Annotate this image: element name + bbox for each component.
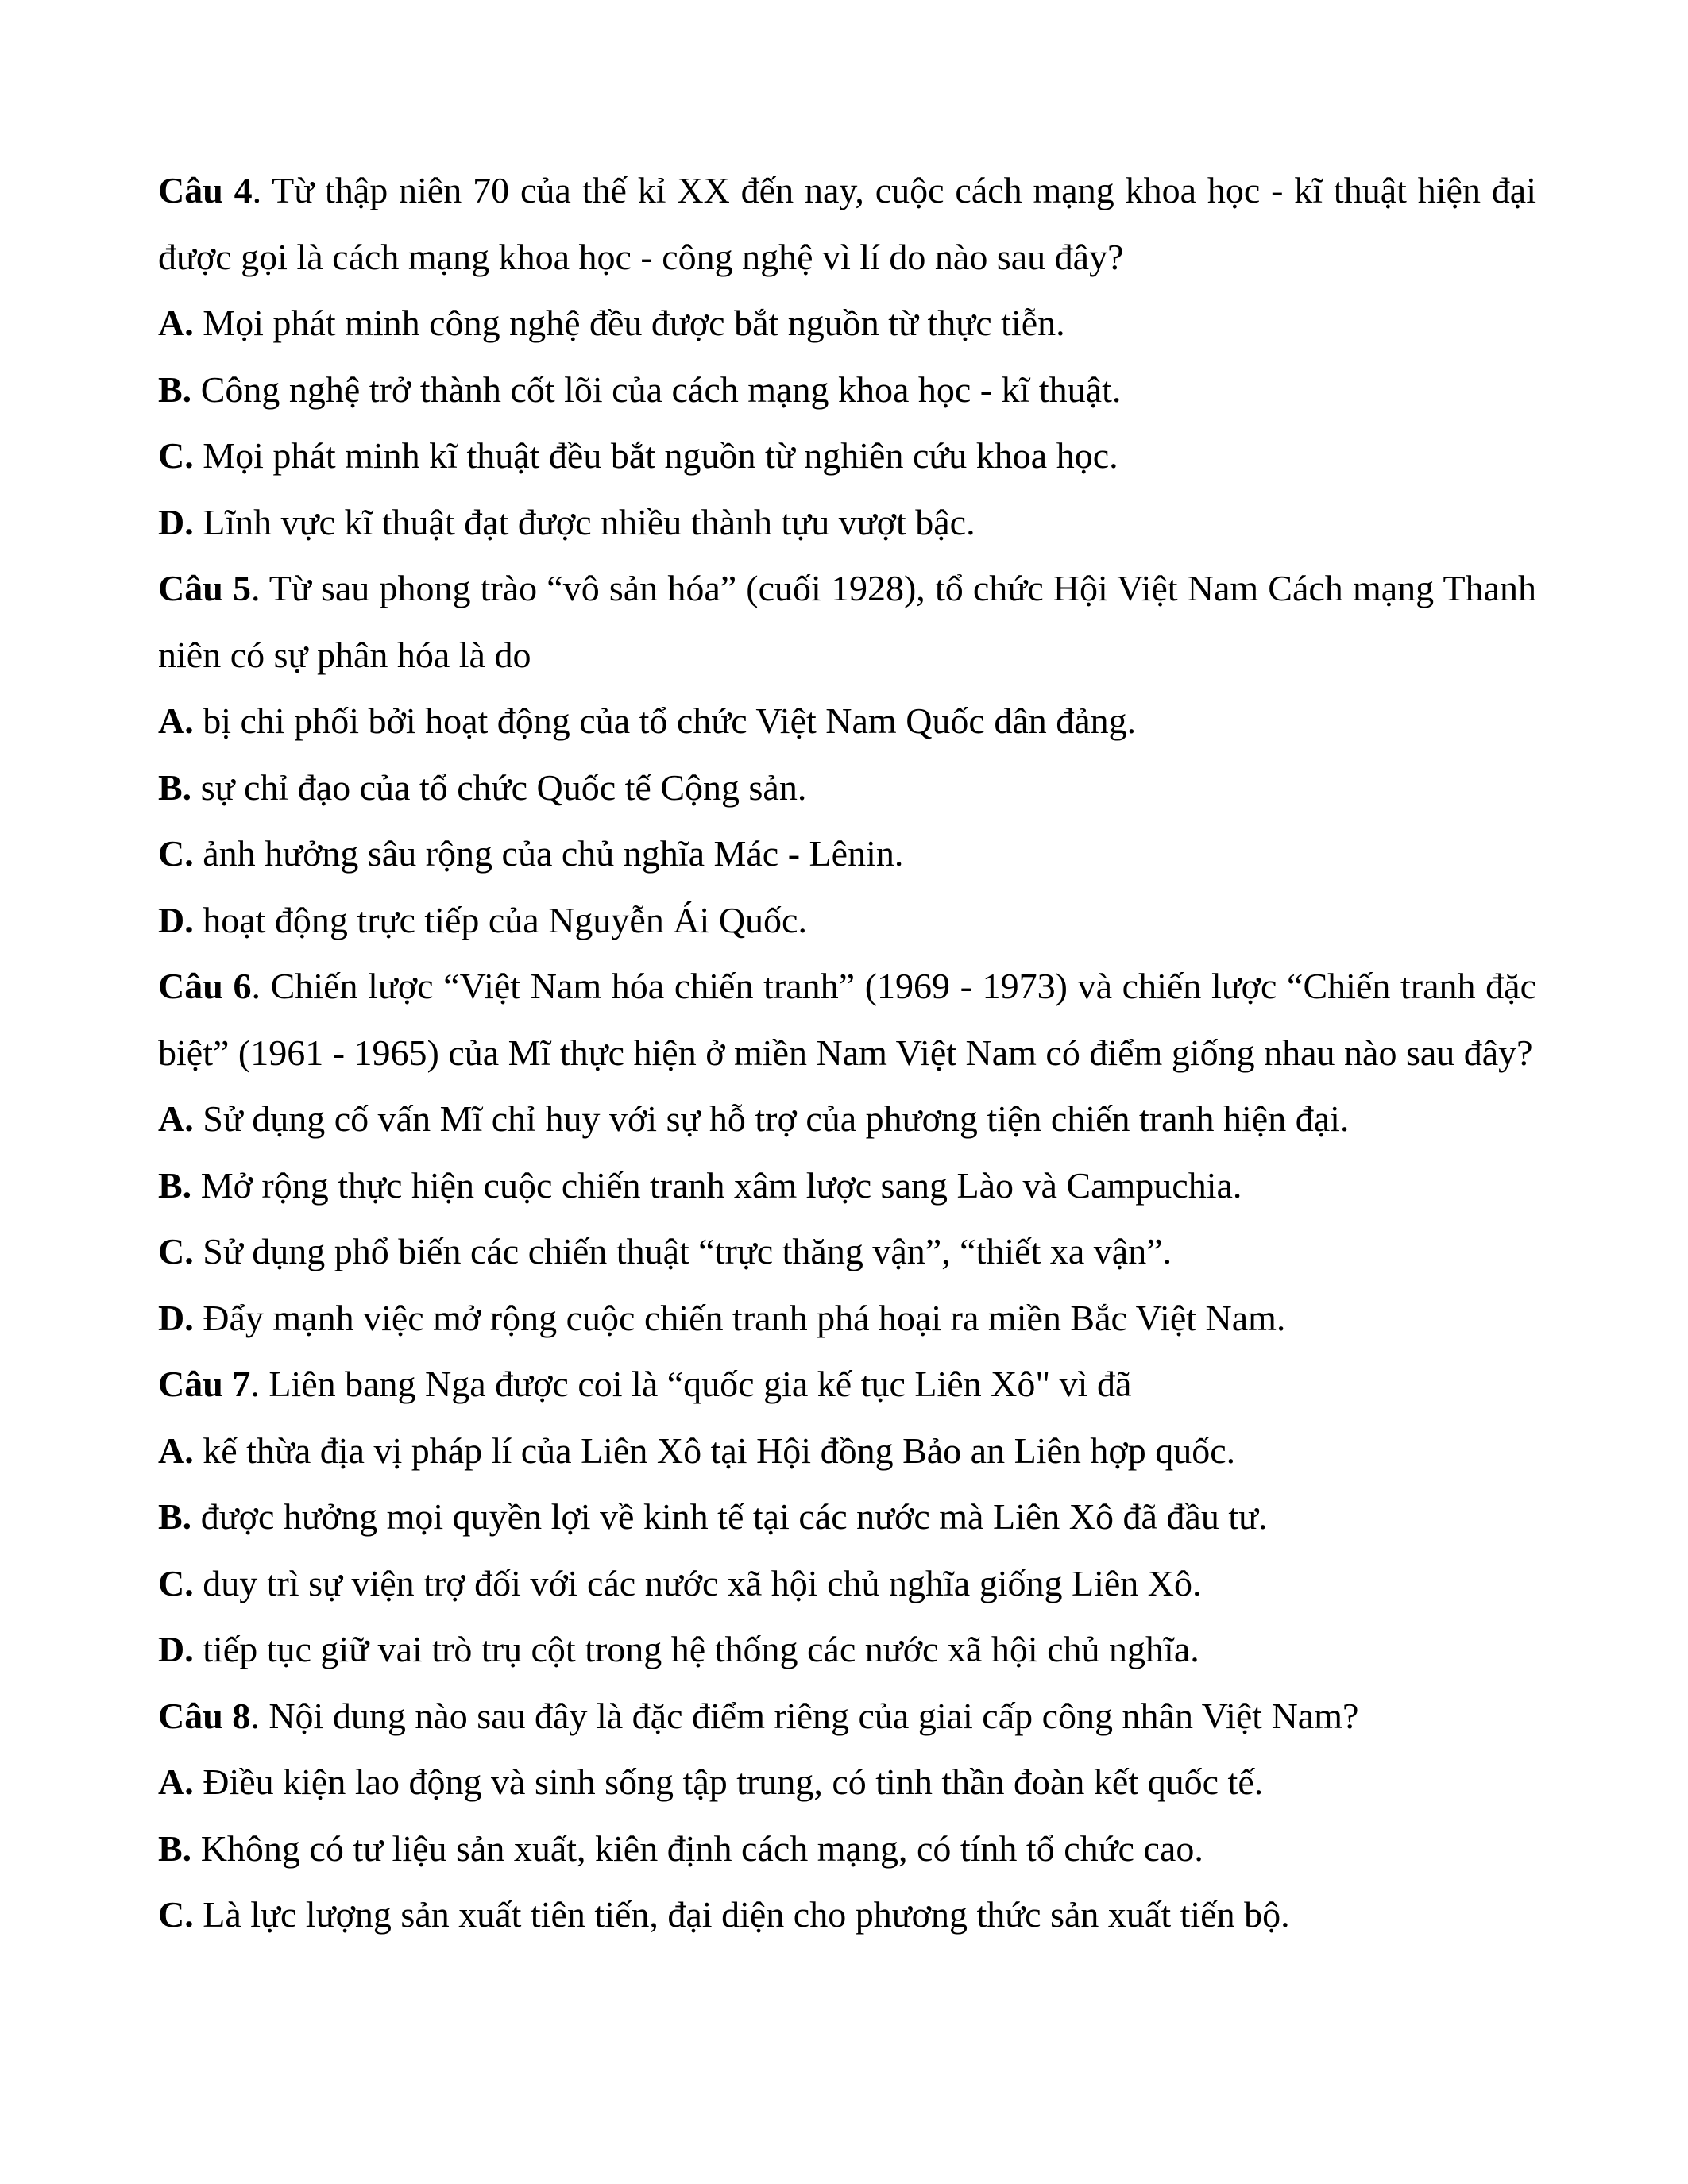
option-letter: B. — [158, 369, 192, 410]
answer-option — [158, 1484, 1536, 1550]
option-text: Điều kiện lao động và sinh sống tập trung, có tinh thần đoàn kết quốc tế. — [193, 1761, 1264, 1802]
option-letter: C. — [158, 1231, 194, 1271]
question-block — [158, 555, 1536, 953]
option-text: tiếp tục giữ vai trò trụ cột trong hệ thống các nước xã hội chủ nghĩa. — [193, 1629, 1199, 1669]
question-block — [158, 1683, 1536, 1948]
option-letter: C. — [158, 435, 194, 476]
option-text: Công nghệ trở thành cốt lõi của cách mạng khoa học - kĩ thuật. — [191, 369, 1122, 410]
answer-option — [158, 357, 1536, 423]
question-stem — [158, 1351, 1536, 1418]
option-letter: A. — [158, 1430, 194, 1471]
answer-option — [158, 1616, 1536, 1683]
question-text: . Từ thập niên 70 của thế kỉ XX đến nay, cuộc cách mạng khoa học - kĩ thuật hiện đại được gọi là cách mạng khoa học - công nghệ vì lí do nào sau đây? — [158, 170, 1536, 277]
option-text: hoạt động trực tiếp của Nguyễn Ái Quốc. — [193, 899, 807, 940]
answer-option — [158, 887, 1536, 954]
answer-option — [158, 1749, 1536, 1815]
option-letter: A. — [158, 1098, 194, 1139]
question-block — [158, 1351, 1536, 1683]
answer-option — [158, 1881, 1536, 1948]
answer-option — [158, 1815, 1536, 1882]
answer-option — [158, 754, 1536, 821]
option-letter: D. — [158, 1297, 194, 1338]
option-letter: D. — [158, 1629, 194, 1669]
answer-option — [158, 1418, 1536, 1484]
option-text: bị chi phối bởi hoạt động của tổ chức Việt Nam Quốc dân đảng. — [193, 700, 1137, 741]
answer-option — [158, 423, 1536, 489]
question-text: . Liên bang Nga được coi là “quốc gia kế tục Liên Xô" vì đã — [250, 1364, 1132, 1404]
option-text: Lĩnh vực kĩ thuật đạt được nhiều thành tựu vượt bậc. — [193, 501, 975, 542]
option-text: duy trì sự viện trợ đối với các nước xã hội chủ nghĩa giống Liên Xô. — [193, 1562, 1202, 1603]
question-label: Câu 5 — [158, 568, 251, 608]
option-letter: B. — [158, 1164, 192, 1206]
option-letter: B. — [158, 1827, 192, 1869]
answer-option — [158, 1285, 1536, 1352]
option-letter: A. — [158, 1761, 194, 1802]
option-text: sự chỉ đạo của tổ chức Quốc tế Cộng sản. — [191, 766, 807, 808]
option-letter: C. — [158, 1894, 194, 1935]
option-letter: B. — [158, 1496, 192, 1537]
option-text: Mở rộng thực hiện cuộc chiến tranh xâm lược sang Lào và Campuchia. — [191, 1164, 1242, 1206]
question-label: Câu 8 — [158, 1695, 251, 1736]
option-text: Không có tư liệu sản xuất, kiên định cách mạng, có tính tổ chức cao. — [191, 1827, 1203, 1869]
answer-option — [158, 1152, 1536, 1219]
answer-option — [158, 1550, 1536, 1617]
option-letter: B. — [158, 766, 192, 808]
option-letter: C. — [158, 833, 194, 874]
question-label: Câu 7 — [158, 1364, 251, 1404]
answer-option — [158, 820, 1536, 887]
option-letter: D. — [158, 899, 194, 940]
question-text: . Chiến lược “Việt Nam hóa chiến tranh” (1969 - 1973) và chiến lược “Chiến tranh đặc biệt” (1961 - 1965) của Mĩ thực hiện ở miền Nam Việt Nam có điểm giống nhau nào sau đây? — [158, 966, 1536, 1073]
option-text: Là lực lượng sản xuất tiên tiến, đại diện cho phương thức sản xuất tiến bộ. — [193, 1894, 1290, 1935]
question-stem — [158, 555, 1536, 688]
answer-option — [158, 688, 1536, 754]
question-text: . Từ sau phong trào “vô sản hóa” (cuối 1928), tổ chức Hội Việt Nam Cách mạng Thanh niên có sự phân hóa là do — [158, 568, 1536, 675]
question-stem — [158, 1683, 1536, 1750]
answer-option — [158, 489, 1536, 556]
option-letter: C. — [158, 1562, 194, 1603]
question-stem — [158, 157, 1536, 290]
option-letter: A. — [158, 700, 194, 741]
option-text: kế thừa địa vị pháp lí của Liên Xô tại Hội đồng Bảo an Liên hợp quốc. — [193, 1430, 1236, 1471]
question-block — [158, 953, 1536, 1351]
option-text: Mọi phát minh kĩ thuật đều bắt nguồn từ nghiên cứu khoa học. — [193, 435, 1118, 476]
option-text: Đẩy mạnh việc mở rộng cuộc chiến tranh phá hoại ra miền Bắc Việt Nam. — [193, 1297, 1286, 1338]
document-page — [158, 157, 1536, 1948]
question-stem — [158, 953, 1536, 1086]
option-text: ảnh hưởng sâu rộng của chủ nghĩa Mác - Lênin. — [193, 833, 904, 874]
answer-option — [158, 290, 1536, 357]
option-text: Sử dụng phổ biến các chiến thuật “trực thăng vận”, “thiết xa vận”. — [193, 1231, 1172, 1271]
question-label: Câu 6 — [158, 966, 252, 1006]
option-letter: A. — [158, 303, 194, 343]
option-text: được hưởng mọi quyền lợi về kinh tế tại các nước mà Liên Xô đã đầu tư. — [191, 1496, 1268, 1537]
option-letter: D. — [158, 501, 194, 542]
question-block — [158, 157, 1536, 555]
option-text: Sử dụng cố vấn Mĩ chỉ huy với sự hỗ trợ của phương tiện chiến tranh hiện đại. — [193, 1098, 1350, 1139]
option-text: Mọi phát minh công nghệ đều được bắt nguồn từ thực tiễn. — [193, 303, 1065, 343]
answer-option — [158, 1086, 1536, 1152]
answer-option — [158, 1218, 1536, 1285]
question-text: . Nội dung nào sau đây là đặc điểm riêng của giai cấp công nhân Việt Nam? — [250, 1695, 1359, 1736]
question-label: Câu 4 — [158, 170, 253, 210]
